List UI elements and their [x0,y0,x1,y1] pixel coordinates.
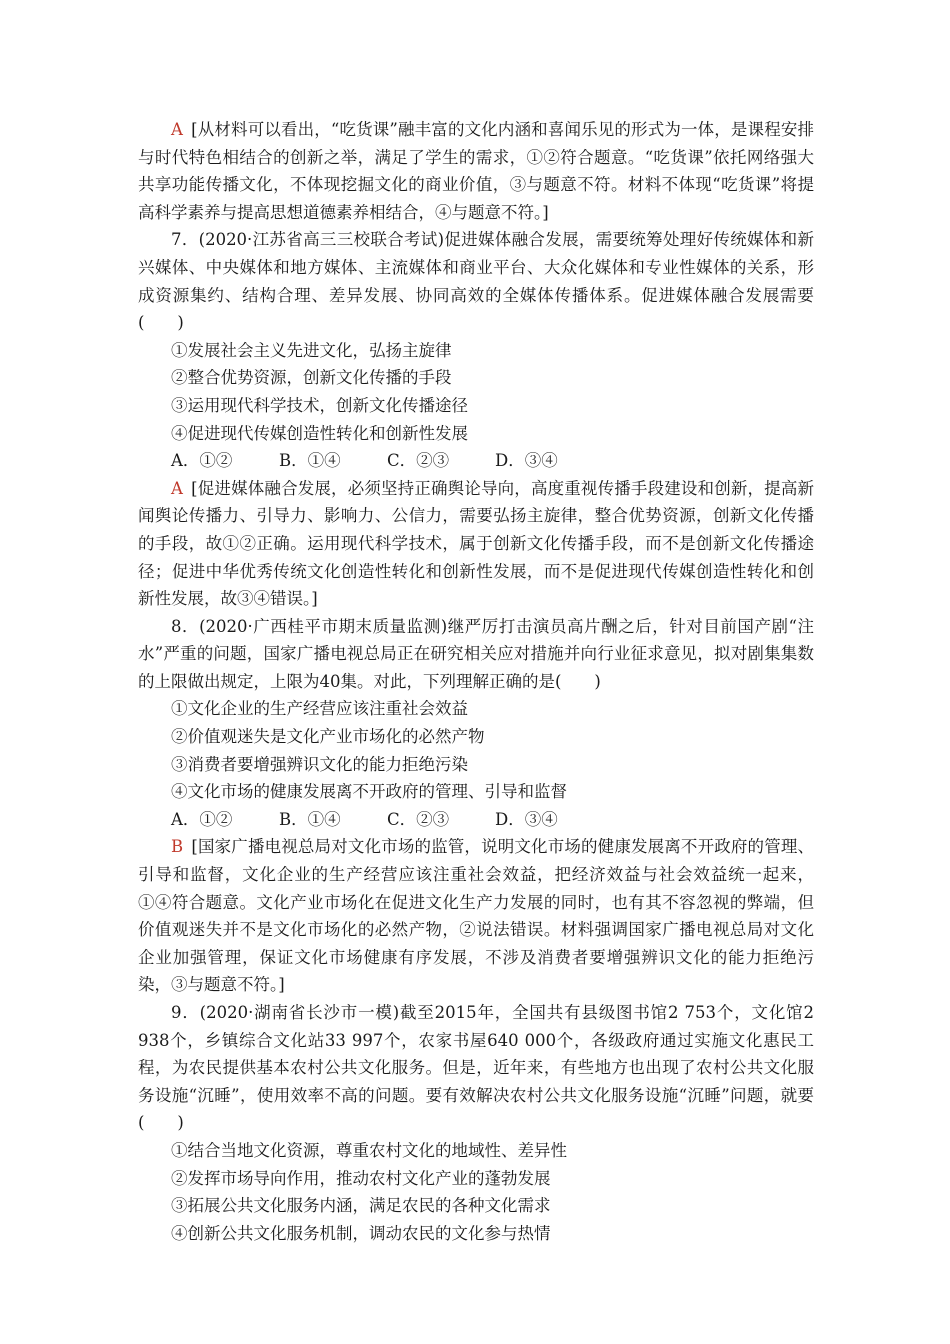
document-body [138,116,814,1247]
answer-text: [国家广播电视总局对文化市场的监管，说明文化市场的健康发展离不开政府的管理、引导和监督，文化企业的生产经营应该注重社会效益，把经济效益与社会效益统一起来，①④符合题意。文化产业市场化在促进文化生产力发展的同时，也有其不容忽视的弊端，但价值观迷失并不是文化市场化的必然产物，②说法错误。材料强调国家广播电视总局对文化企业加强管理，保证文化市场健康有序发展，不涉及消费者要增强辨识文化的能力拒绝污染，③与题意不符。] [138,837,814,995]
question-option: ①结合当地文化资源，尊重农村文化的地域性、差异性 [171,1140,567,1160]
question-block [138,613,814,834]
answer-letter: A [171,478,183,498]
answer-text: [促进媒体融合发展，必须坚持正确舆论导向，高度重视传播手段建设和创新，提高新闻舆论传播力、引导力、影响力、公信力，需要弘扬主旋律，整合优势资源，创新文化传播的手段，故①②正确。运用现代科学技术，属于创新文化传播手段，而不是创新文化传播途径；促进中华优秀传统文化创造性转化和创新性发展，而不是促进现代传媒创造性转化和创新性发展，故③④错误。] [138,478,814,609]
question-option: ④文化市场的健康发展离不开政府的管理、引导和监督 [171,782,567,802]
question-block [138,226,814,474]
answer-choice: B．①④ [279,809,341,829]
question-option: ②发挥市场导向作用，推动农村文化产业的蓬勃发展 [171,1168,551,1188]
answer-choice: A．①② [171,451,233,471]
answer-explanation [138,833,814,999]
question-stem: 7．(2020·江苏省高三三校联合考试)促进媒体融合发展，需要统筹处理好传统媒体和新兴媒体、中央媒体和地方媒体、主流媒体和商业平台、大众化媒体和专业性媒体的关系，形成资源集约、结构合理、差异发展、协同高效的全媒体传播体系。促进媒体融合发展需要( ) [138,230,814,333]
question-stem: 8．(2020·广西桂平市期末质量监测)继严厉打击演员高片酬之后，针对目前国产剧“注水”严重的问题，国家广播电视总局正在研究相关应对措施并向行业征求意见，拟对剧集集数的上限做出规定，上限为40集。对此，下列理解正确的是( ) [138,616,814,691]
question-option: ②价值观迷失是文化产业市场化的必然产物 [171,727,485,747]
question-option: ②整合优势资源，创新文化传播的手段 [171,368,452,388]
answer-letter: B [171,837,184,857]
answer-explanation [138,116,814,226]
answer-explanation [138,475,814,613]
answer-choice: D．③④ [495,809,558,829]
question-option: ③运用现代科学技术，创新文化传播途径 [171,395,468,415]
answer-text: [从材料可以看出，“吃货课”融丰富的文化内涵和喜闻乐见的形式为一体，是课程安排与时代特色相结合的创新之举，满足了学生的需求，①②符合题意。“吃货课”依托网络强大共享功能传播文化，不体现挖掘文化的商业价值，③与题意不符。材料不体现“吃货课”将提高科学素养与提高思想道德素养相结合，④与题意不符。] [138,120,814,222]
answer-letter: A [171,120,183,139]
answer-choices [138,806,814,834]
answer-choice: C．②③ [387,451,450,471]
question-option: ①发展社会主义先进文化，弘扬主旋律 [171,340,452,360]
answer-choices [138,447,814,475]
question-option: ③拓展公共文化服务内涵，满足农民的各种文化需求 [171,1196,551,1216]
answer-choice: D．③④ [495,451,558,471]
question-block [138,999,814,1247]
answer-choice: B．①④ [279,451,341,471]
question-option: ①文化企业的生产经营应该注重社会效益 [171,699,468,719]
question-option: ③消费者要增强辨识文化的能力拒绝污染 [171,754,468,774]
question-option: ④创新公共文化服务机制，调动农民的文化参与热情 [171,1223,551,1243]
question-option: ④促进现代传媒创造性转化和创新性发展 [171,423,468,443]
answer-choice: A．①② [171,809,233,829]
question-stem: 9．(2020·湖南省长沙市一模)截至2015年，全国共有县级图书馆2 753个，文化馆2 938个，乡镇综合文化站33 997个，农家书屋640 000个，各级政府通过实施文化惠民工程，为农民提供基本农村公共文化服务。但是，近年来，有些地方也出现了农村公共文化服务设施“沉睡”，使用效率不高的问题。要有效解决农村公共文化服务设施“沉睡”问题，就要( ) [138,1003,814,1133]
answer-choice: C．②③ [387,809,450,829]
